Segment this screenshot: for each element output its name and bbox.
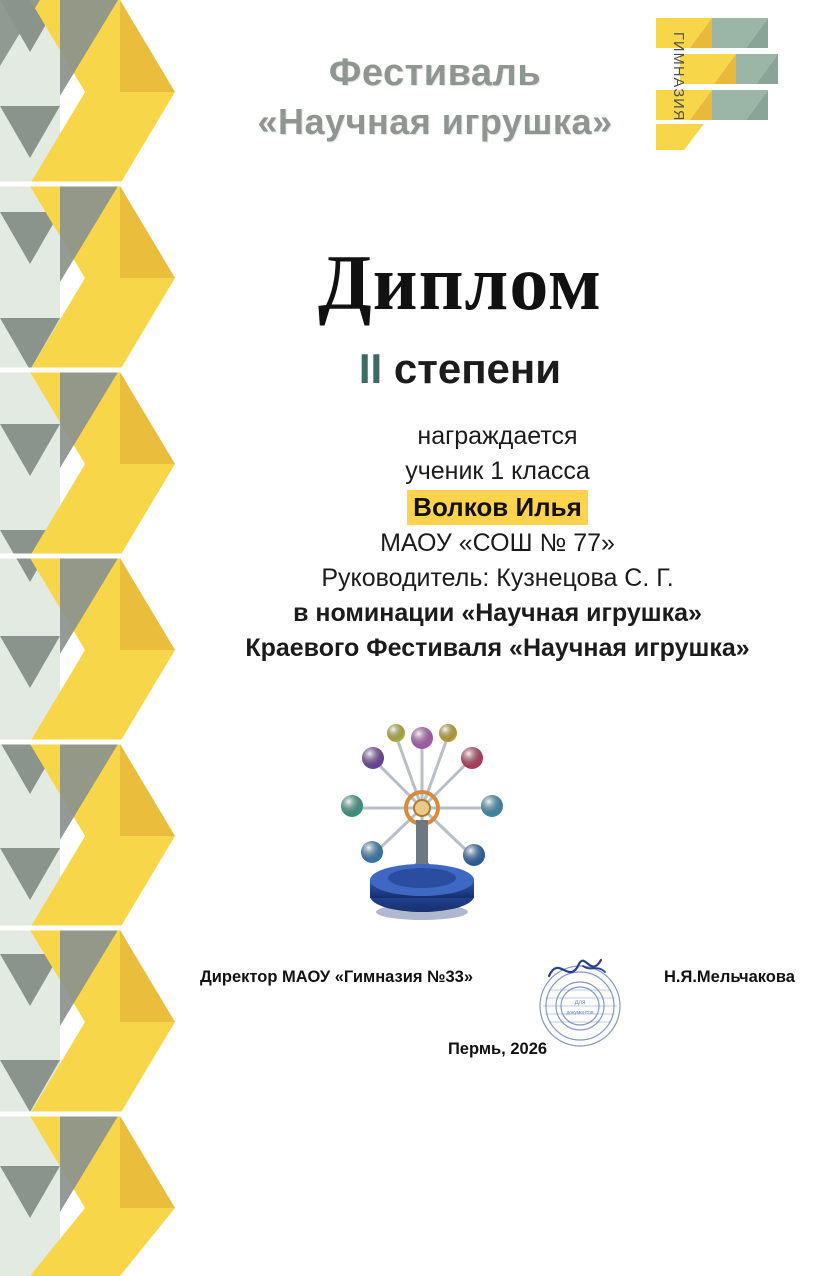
decorative-border-left xyxy=(0,0,185,1276)
director-name: Н.Я.Мельчакова xyxy=(663,968,795,986)
festival-title-line1: Фестиваль xyxy=(328,52,542,94)
city-year: Пермь, 2026 xyxy=(447,1040,548,1058)
recipient-name-wrap xyxy=(185,490,810,525)
svg-text:документов: документов xyxy=(566,1010,594,1016)
border-pattern-svg xyxy=(0,0,185,1276)
director-title: Директор МАОУ «Гимназия №33» xyxy=(200,968,474,986)
svg-text:Для: Для xyxy=(574,1000,586,1006)
festival-title-line2: «Научная игрушка» xyxy=(257,101,613,143)
ferris-wheel-toy-svg xyxy=(325,700,520,925)
awarded-to-label: награждается xyxy=(417,422,578,450)
degree-word: степени xyxy=(393,345,562,392)
degree-roman: II xyxy=(358,345,383,392)
diploma-heading: Диплом xyxy=(318,239,602,326)
gymnasium-logo xyxy=(650,14,810,174)
supervisor: Руководитель: Кузнецова С. Г. xyxy=(321,564,674,593)
recipient-class: ученик 1 класса xyxy=(405,457,590,485)
festival-title xyxy=(200,48,670,146)
nomination-line1: в номинации «Научная игрушка» xyxy=(293,599,702,628)
degree-line xyxy=(200,345,720,393)
logo-vertical-label: ГИМНАЗИЯ xyxy=(670,32,686,122)
recipient-school: МАОУ «СОШ № 77» xyxy=(380,529,615,558)
award-body xyxy=(185,420,810,667)
recipient-name: Волков Илья xyxy=(407,490,588,525)
science-toy-image xyxy=(325,700,520,925)
nomination-line2: Краевого Фестиваля «Научная игрушка» xyxy=(245,634,750,663)
